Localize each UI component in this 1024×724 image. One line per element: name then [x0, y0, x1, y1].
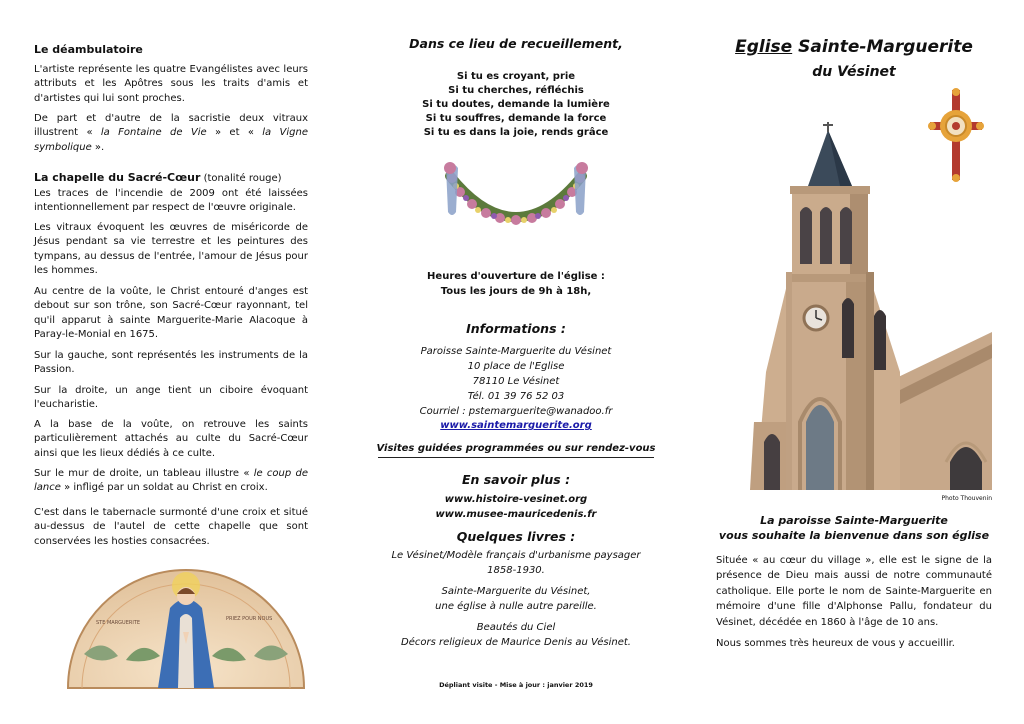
fresco-caption-left: STE MARGUERITE [96, 620, 141, 626]
welcome-line-2: vous souhaite la bienvenue dans son église [718, 529, 990, 542]
ambulatory-text: L'artiste représente les quatre Evangélistes avec leurs attributs et les Apôtres sous les traits d'amis et d'artistes qui lui sont proches. [34, 64, 308, 104]
ambulatory-windows-text [34, 112, 308, 155]
book-subtitle: une église à nulle autre pareille. [435, 601, 597, 612]
history-website-link[interactable]: www.histoire-vesinet.org [444, 494, 588, 505]
book-subtitle: 1858-1930. [487, 565, 545, 576]
heading-note: (tonalité rouge) [200, 173, 282, 184]
opening-hours-label: Heures d'ouverture de l'église : [427, 271, 605, 282]
prayer-line: Si tu es croyant, prie [456, 71, 576, 82]
painting-text [34, 467, 308, 496]
book-title: Le Vésinet/Modèle français d'urbanisme paysager [391, 550, 641, 561]
stained-glass-text: Les vitraux évoquent les œuvres de miséricorde de Jésus pendant sa vie terrestre et les peintures des tympans, au dessus de l'entrée, l'amour de Jésus pour les hommes. [34, 222, 308, 277]
book-title: Beautés du Ciel [476, 622, 556, 633]
tabernacle-text: C'est dans le tabernacle surmonté d'une croix et situé au-dessus de l'autel de cette chapelle que sont conservées les hosties consacrées. [34, 507, 308, 547]
book-title: Sainte-Marguerite du Vésinet, [441, 586, 591, 597]
text-run: ». [91, 141, 105, 153]
church-title [716, 37, 992, 57]
recueillement-heading: Dans ce lieu de recueillement, [409, 36, 623, 51]
text-run: » et « [206, 127, 263, 139]
title-word: Eglise [735, 37, 793, 57]
text-run: » infligé par un soldat au Christ en croix. [60, 482, 268, 494]
guided-visits-text: Visites guidées programmées ou sur rendez-vous [376, 443, 656, 454]
title-name: Sainte-Marguerite [792, 37, 973, 57]
text-run-italic: le coup de lance [34, 468, 308, 494]
saints-text: A la base de la voûte, on retrouve les saints particulièrement attachés au culte du Sacré-Cœur ainsi que les lieux dédiés à ce culte. [34, 419, 308, 459]
welcome-closing-text: Nous sommes très heureux de vous y accueillir. [716, 638, 955, 649]
eucharist-text: Sur la droite, un ange tient un ciboire évoquant l'eucharistie. [34, 385, 308, 411]
fresco-image [66, 556, 306, 690]
passion-text: Sur la gauche, sont représentés les instruments de la Passion. [34, 350, 308, 376]
parish-name: Paroisse Sainte-Marguerite du Vésinet [420, 346, 612, 357]
text-run-italic: la Vigne symbolique [34, 127, 308, 153]
church-history-text: Située « au cœur du village », elle est le signe de la présence de Dieu mais aussi de notre communauté catholique. Elle porte le nom de Sainte-Marguerite en mémoire d'une fille d'Alphonse Pallu, fondateur du Vésinet, décédée en 1860 à l'âge de 10 ans. [716, 555, 992, 628]
prayer-lines [378, 70, 654, 140]
book-subtitle: Décors religieux de Maurice Denis au Vésinet. [401, 637, 631, 648]
text-run: De part et d'autre de la sacristie deux vitraux illustrent « [34, 113, 308, 139]
books-heading: Quelques livres : [456, 529, 576, 544]
church-bell-tower-photo [750, 122, 992, 490]
vault-center-text: Au centre de la voûte, le Christ entouré d'anges est debout sur son trône, son Sacré-Cœur rayonnant, tel qu'il apparut à sainte Marguerite-Marie Alacoque à Paray-le-Monial en 1675. [34, 286, 308, 341]
learn-more-heading: En savoir plus : [461, 472, 571, 487]
fresco-caption-right: PRIEZ POUR NOUS [226, 616, 273, 622]
footer-update-note: Dépliant visite - Mise à jour : janvier 2019 [439, 681, 593, 689]
floral-garland-image [438, 158, 594, 248]
welcome-line-1: La paroisse Sainte-Marguerite [760, 514, 948, 527]
museum-website-link[interactable]: www.musee-mauricedenis.fr [435, 509, 597, 520]
divider [378, 457, 654, 458]
text-run-italic: la Fontaine de Vie [100, 127, 207, 139]
heading-text: La chapelle du Sacré-Cœur [34, 171, 201, 184]
address-street: 10 place de l'Eglise [467, 361, 565, 372]
parish-website-link[interactable]: www.saintemarguerite.org [440, 420, 592, 431]
prayer-line: Si tu es dans la joie, rends grâce [423, 127, 609, 138]
church-subtitle: du Vésinet [812, 64, 896, 80]
email-line: Courriel : pstemarguerite@wanadoo.fr [419, 406, 613, 417]
information-heading: Informations : [466, 321, 566, 336]
fire-traces-text: Les traces de l'incendie de 2009 ont été laissées intentionnellement par respect de l'œuvre originale. [34, 188, 308, 214]
text-run: Sur le mur de droite, un tableau illustre « [34, 468, 254, 479]
phone-number: Tél. 01 39 76 52 03 [467, 391, 565, 402]
prayer-line: Si tu doutes, demande la lumière [422, 99, 610, 110]
photo-credit: Photo Thouvenin [941, 495, 992, 502]
prayer-line: Si tu souffres, demande la force [425, 113, 607, 124]
address-city: 78110 Le Vésinet [472, 376, 560, 387]
ambulatory-heading: Le déambulatoire [34, 43, 143, 56]
prayer-line: Si tu cherches, réfléchis [448, 85, 584, 96]
opening-hours-value: Tous les jours de 9h à 18h, [440, 286, 592, 297]
sacred-heart-heading [34, 166, 308, 185]
contact-block [378, 344, 654, 433]
